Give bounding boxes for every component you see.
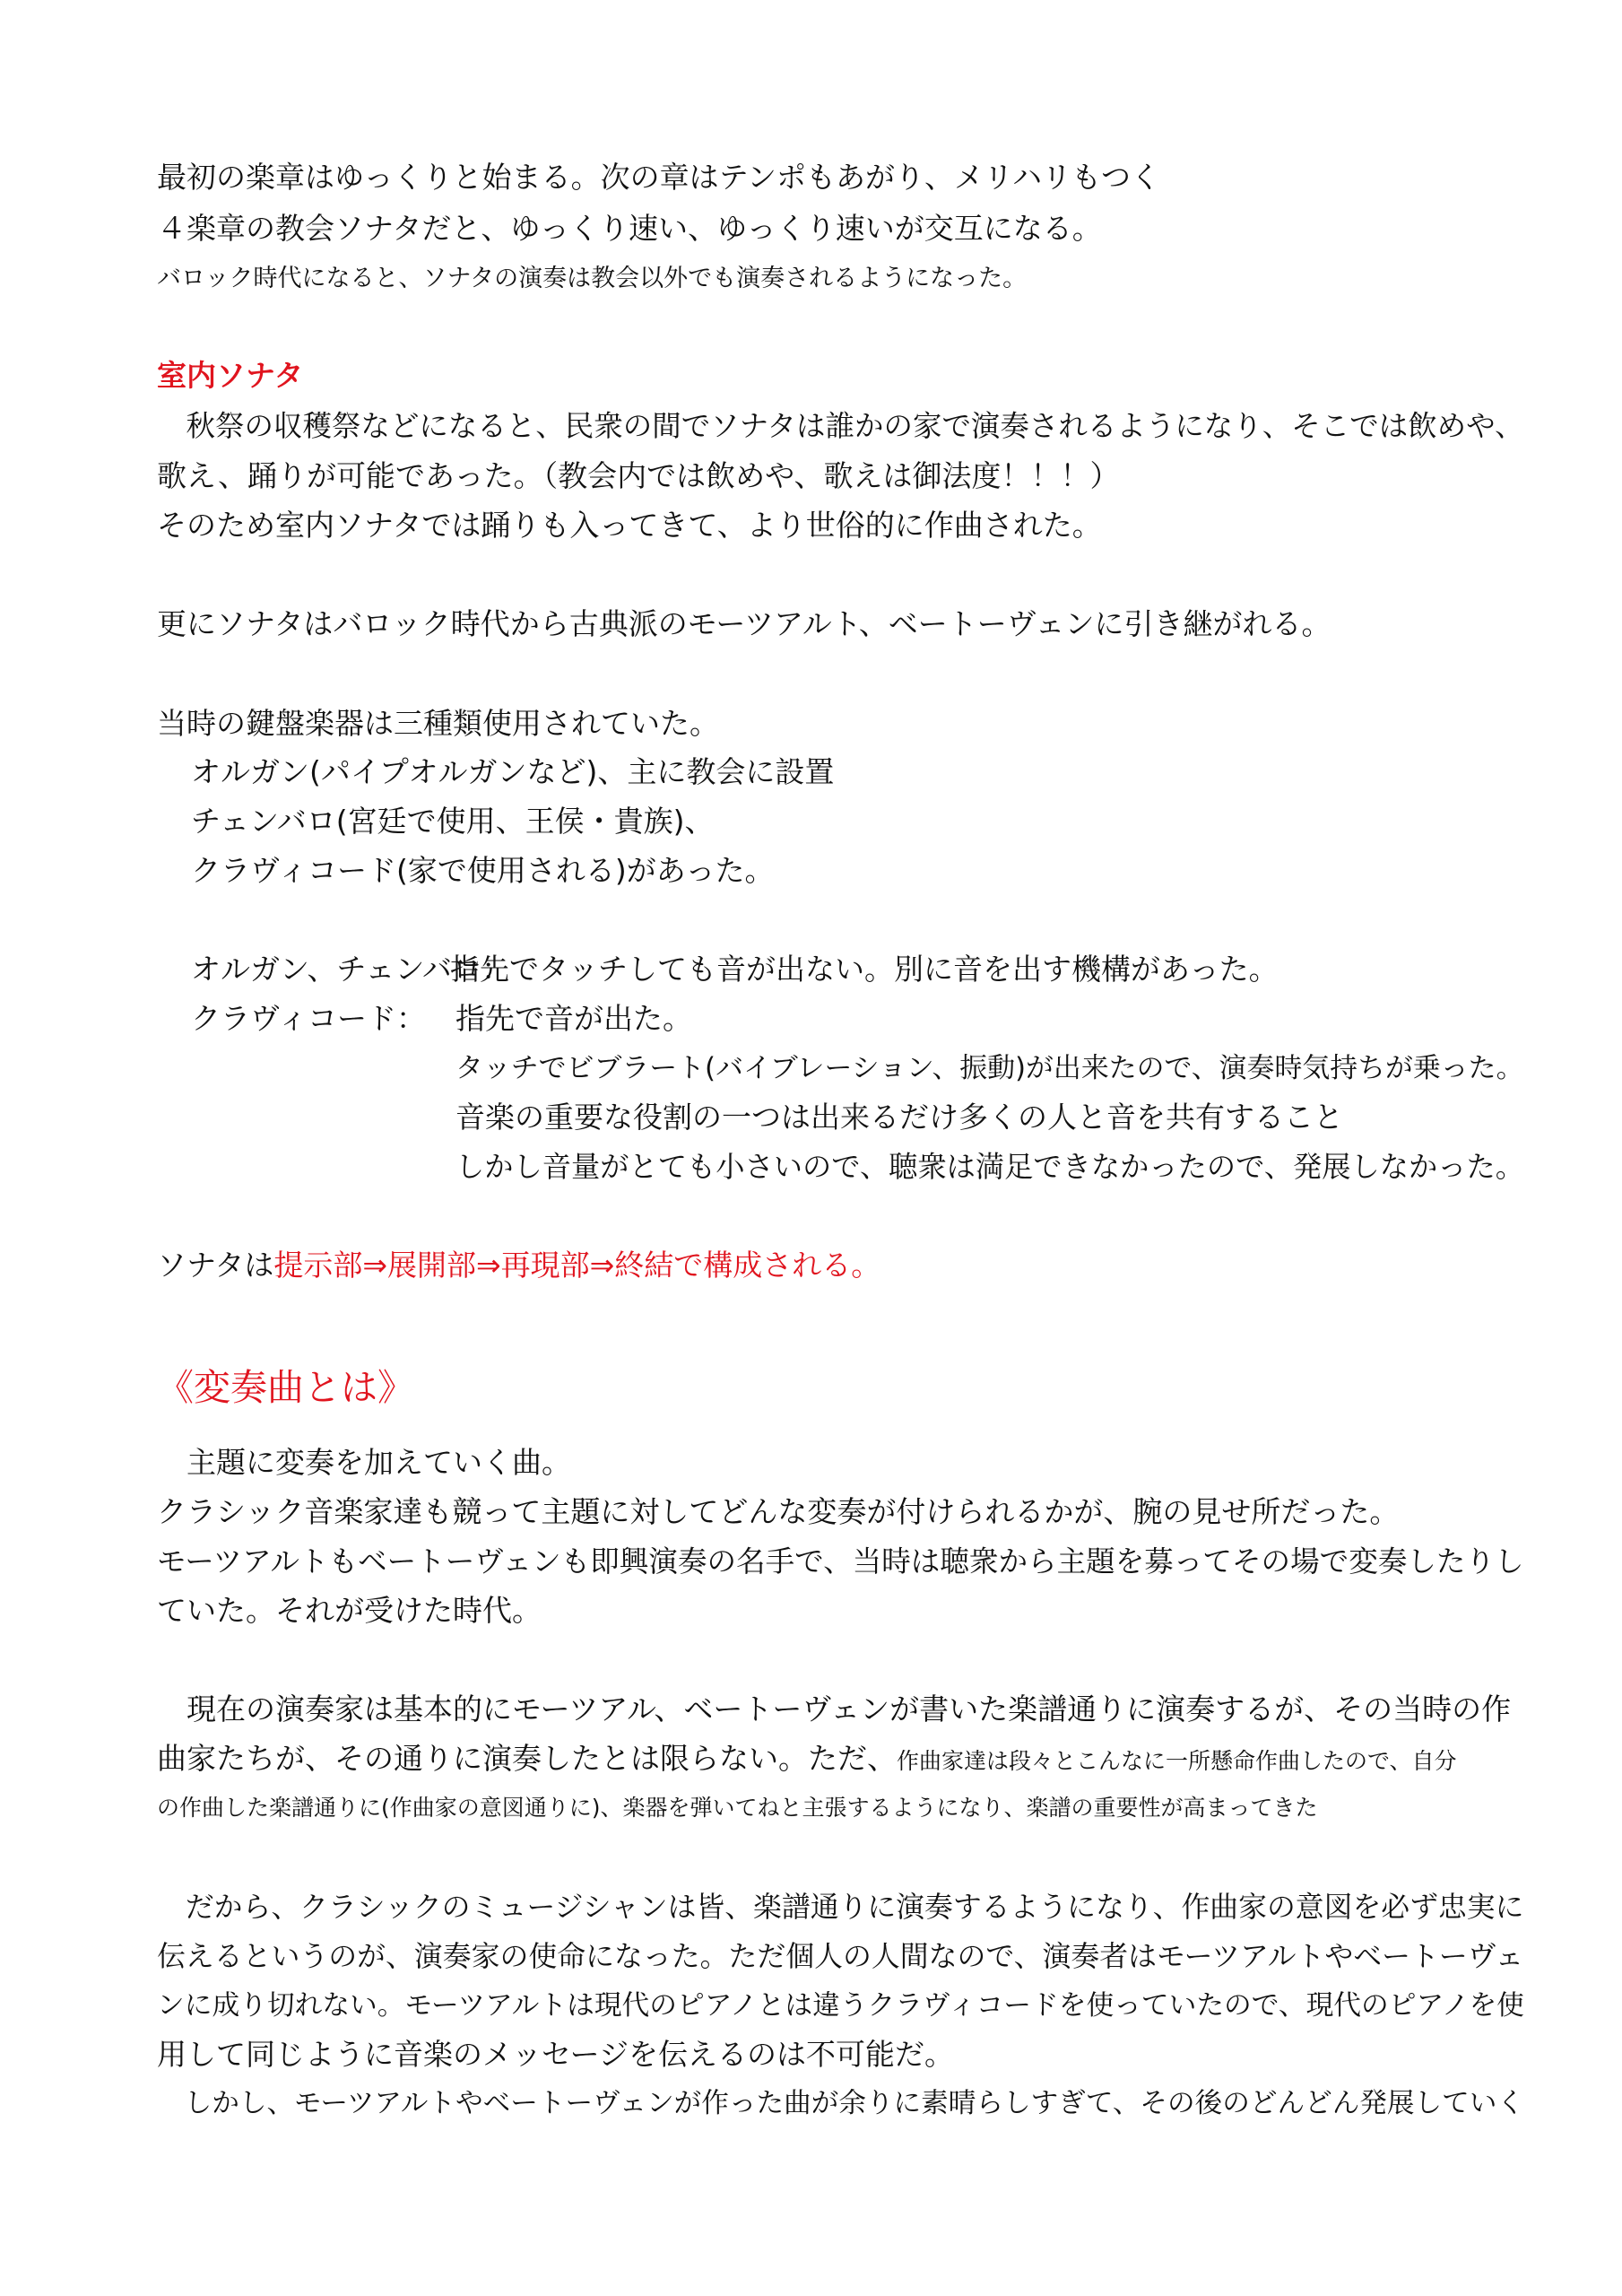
sonata-continuation: 更にソナタはバロック時代から古典派のモーツアルト、ベートーヴェンに引き継がれる。 (157, 606, 1331, 641)
intro-line: バロック時代になると、ソナタの演奏は教会以外でも演奏されるようになった。 (157, 265, 1028, 292)
variation-line: クラシック音楽家達も競って主題に対してどんな変奏が付けられるかが、腕の見せ所だった。 (157, 1494, 1400, 1529)
chamber-line: 秋祭の収穫祭などになると、民衆の間でソナタは誰かの家で演奏されるようになり、そこでは飲めや、 (157, 409, 1524, 443)
sonata-form-line (157, 1245, 880, 1286)
comparison-text: しかし音量がとても小さいので、聴衆は満足できなかったので、発展しなかった。 (455, 1150, 1524, 1184)
variation-line-part: 曲家たちが、その通りに演奏したとは限らない。ただ、 (157, 1741, 897, 1776)
variation-line: しかし、モーツアルトやベートーヴェンが作った曲が余りに素晴らしすぎて、その後のどんどん発展していく (157, 2088, 1524, 2119)
comparison-label: クラヴィコード： (191, 1001, 427, 1036)
intro-line: 最初の楽章はゆっくりと始まる。次の章はテンポもあがり、メリハリもつく (157, 160, 1161, 195)
chamber-sonata-heading: 室内ソナタ (157, 358, 304, 393)
keyboard-item: チェンバロ(宮廷で使用、王侯・貴族)、 (191, 804, 715, 839)
variation-line: 伝えるというのが、演奏家の使命になった。ただ個人の人間なので、演奏者はモーツアルトやベートーヴェ (157, 1939, 1524, 1973)
intro-line: ４楽章の教会ソナタだと、ゆっくり速い、ゆっくり速いが交互になる。 (157, 211, 1102, 246)
variation-line: 主題に変奏を加えていく曲。 (157, 1445, 571, 1480)
sonata-form-structure: 提示部⇒展開部⇒再現部⇒終結で構成される。 (273, 1248, 881, 1283)
comparison-text: 指先でタッチしても音が出ない。別に音を出す機構があった。 (450, 952, 1279, 987)
comparison-text: 指先で音が出た。 (455, 1001, 692, 1036)
chamber-line: 歌え、踊りが可能であった。（教会内では飲めや、歌えは御法度！！！） (157, 458, 1120, 493)
chamber-line: そのため室内ソナタでは踊りも入ってきて、より世俗的に作曲された。 (157, 508, 1102, 543)
comparison-text: 音楽の重要な役割の一つは出来るだけ多くの人と音を共有すること (455, 1100, 1343, 1135)
comparison-label: オルガン、チェンバロ： (191, 952, 512, 987)
variation-line: モーツアルトもベートーヴェンも即興演奏の名手で、当時は聴衆から主題を募ってその場で変奏したりし (157, 1544, 1524, 1578)
variation-line: ていた。それが受けた時代。 (157, 1593, 542, 1628)
variation-line: ンに成り切れない。モーツアルトは現代のピアノとは違うクラヴィコードを使っていたので、現代のピアノを使 (157, 1989, 1524, 2022)
sonata-form-prefix: ソナタは (157, 1248, 274, 1283)
variation-line: だから、クラシックのミュージシャンは皆、楽譜通りに演奏するようになり、作曲家の意図を必ず忠実に (157, 1890, 1524, 1924)
variation-line (157, 1738, 1457, 1782)
variation-line: 現在の演奏家は基本的にモーツアル、ベートーヴェンが書いた楽譜通りに演奏するが、その当時の作 (157, 1692, 1512, 1726)
variation-line-part: 作曲家達は段々とこんなに一所懸命作曲したので、自分 (897, 1748, 1457, 1774)
keyboards-intro: 当時の鍵盤楽器は三種類使用されていた。 (157, 706, 719, 741)
keyboard-item: クラヴィコード(家で使用される)があった。 (191, 853, 775, 888)
variation-heading: 《変奏曲とは》 (157, 1366, 414, 1409)
variation-line: の作曲した楽譜通りに(作曲家の意図通りに)、楽器を弾いてねと主張するようになり、楽譜の重要性が高まってきた (157, 1795, 1318, 1821)
variation-line: 用して同じように音楽のメッセージを伝えるのは不可能だ。 (157, 2037, 955, 2072)
comparison-text: タッチでビブラート(バイブレーション、振動)が出来たので、演奏時気持ちが乗った。 (455, 1052, 1524, 1084)
keyboard-item: オルガン(パイプオルガンなど)、主に教会に設置 (191, 754, 835, 789)
